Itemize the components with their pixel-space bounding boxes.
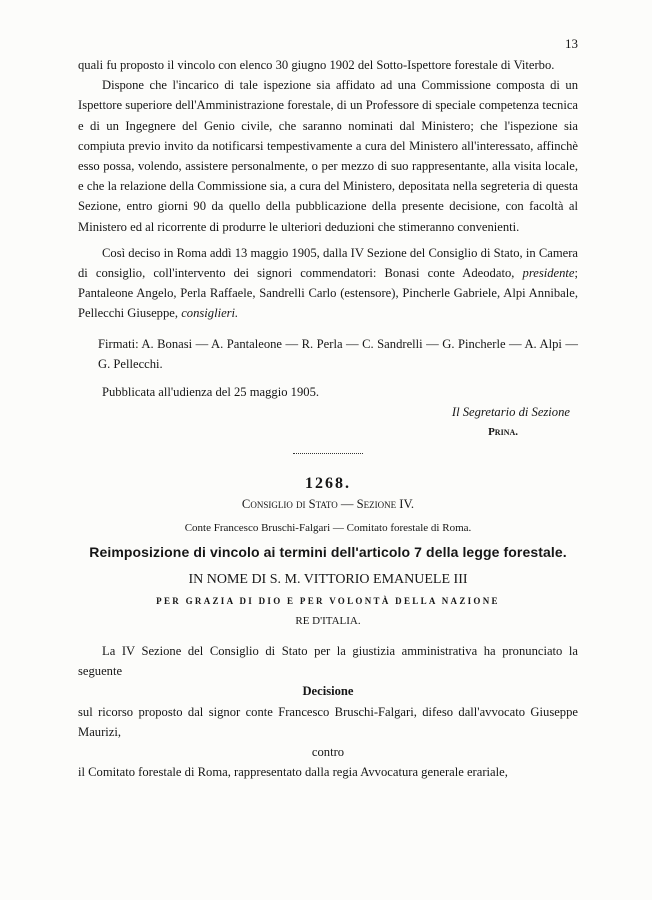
parties-line: Conte Francesco Bruschi-Falgari — Comitato forestale di Roma.: [184, 522, 472, 535]
paragraph-continuation: quali fu proposto il vincolo con elenco 30 giugno 1902 del Sotto-Ispettore forestale di Viterbo.: [78, 58, 555, 72]
secretary-title: Il Segretario di Sezione: [451, 405, 570, 420]
paragraph-sezione: La IV Sezione del Consiglio di Stato per la giustizia amministrativa ha pronunciato la seguente: [78, 644, 578, 679]
paragraph-deciso: [78, 243, 578, 324]
court-line: Consiglio di Stato — Sezione IV.: [241, 496, 415, 511]
case-heading: Reimposizione di vincolo ai termini dell'articolo 7 della legge forestale.: [89, 544, 567, 561]
presidente-role: presidente: [522, 266, 575, 281]
deciso-text: Così deciso in Roma addì 13 maggio 1905, dalla IV Sezione del Consiglio di Stato, in Camera di consiglio, coll'intervento dei signori commendatori: Bonasi conte Adeodato,: [78, 245, 578, 281]
king-line: RE D'ITALIA.: [295, 614, 361, 627]
document-body: [78, 55, 578, 783]
contro-line: contro: [311, 745, 345, 760]
signatures: Firmati: A. Bonasi — A. Pantaleone — R. Perla — C. Sandrelli — G. Pincherle — A. Alpi — G. Pellecchi.: [98, 336, 578, 371]
section-divider: [293, 453, 363, 454]
case-number: 1268.: [305, 474, 351, 492]
deciso-members: ; Pantaleone Angelo, Perla Raffaele, Sandrelli Carlo (estensore), Pincherle Gabriele, Alpi Annibale, Pellecchi Giuseppe,: [78, 266, 579, 321]
secretary-name: Prina.: [488, 426, 518, 439]
grace-line: PER GRAZIA DI DIO E PER VOLONTÀ DELLA NAZIONE: [156, 595, 500, 606]
paragraph-dispone: Dispone che l'incarico di tale ispezione sia affidato ad una Commissione composta di un Ispettore superiore dell'Amministrazione forestale, di un Professore di speciale competenza tecnica e di un Ingegnere del Genio civile, che saranno nominati dal Ministero; che l'ispezione sia compiuta previo invito da notificarsi tempestivamente a cura del Ministero all'interessato, affinchè esso possa, volendo, assistere personalmente, o per mezzo di suo rappresentante, alla visita locale, e che la relazione della Commissione sia, a cura del Ministero, depositata nella segreteria di questa Sezione, entro giorni 90 da quello della pubblicazione della presente decisione, con facoltà al Ministero ed al ricorrente di produrre le ulteriori deduzioni che stimeranno convenienti.: [78, 78, 578, 234]
royal-invocation: IN NOME DI S. M. VITTORIO EMANUELE III: [188, 572, 468, 588]
paragraph-ricorso: sul ricorso proposto dal signor conte Francesco Bruschi-Falgari, difeso dall'avvocato Giuseppe Maurizi,: [78, 704, 578, 739]
paragraph-comitato: il Comitato forestale di Roma, rappresentato dalla regia Avvocatura generale erariale,: [78, 765, 508, 780]
decision-heading: Decisione: [302, 684, 354, 699]
publication-note: Pubblicata all'udienza del 25 maggio 1905.: [102, 385, 320, 400]
consiglieri-role: consiglieri.: [181, 306, 239, 321]
page-number: 13: [565, 36, 578, 51]
